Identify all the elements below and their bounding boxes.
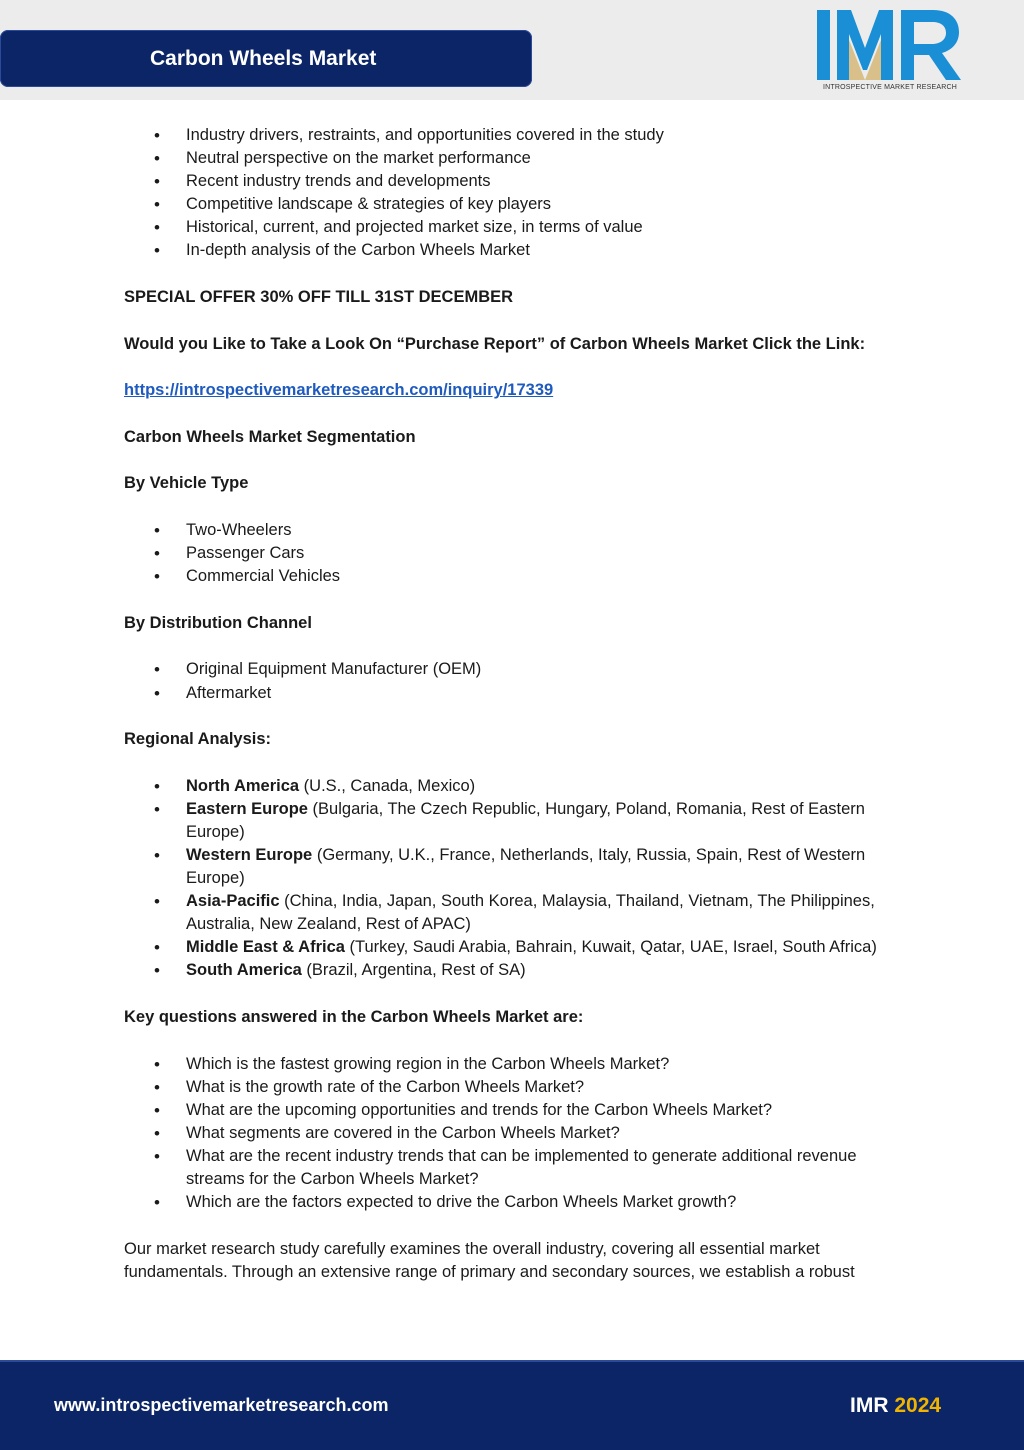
list-item: • Which are the factors expected to drive the Carbon Wheels Market growth? — [124, 1191, 914, 1214]
list-item: • What is the growth rate of the Carbon Wheels Market? — [124, 1076, 914, 1099]
list-item: • Historical, current, and projected market size, in terms of value — [124, 216, 914, 239]
vehicle-type-heading: By Vehicle Type — [124, 474, 249, 493]
list-item: • Competitive landscape & strategies of key players — [124, 193, 914, 216]
region-item — [124, 798, 914, 844]
regional-heading: Regional Analysis: — [124, 730, 272, 749]
document-body — [124, 124, 914, 1284]
footer — [0, 1360, 1024, 1450]
list-item: • Aftermarket — [124, 682, 914, 705]
purchase-prompt: Would you Like to Take a Look On “Purchase Report” of Carbon Wheels Market Click the Link: — [124, 334, 866, 353]
region-name: Asia-Pacific — [186, 892, 280, 911]
list-item: • Which is the fastest growing region in the Carbon Wheels Market? — [124, 1053, 914, 1076]
list-item: • Neutral perspective on the market performance — [124, 147, 914, 170]
imr-logo — [815, 10, 965, 98]
questions-heading: Key questions answered in the Carbon Wheels Market are: — [124, 1008, 584, 1027]
region-item — [124, 775, 914, 798]
list-item: • What are the upcoming opportunities and trends for the Carbon Wheels Market? — [124, 1099, 914, 1122]
region-name: North America — [186, 776, 300, 795]
footer-brand-name: IMR — [850, 1394, 889, 1417]
list-item: • Passenger Cars — [124, 542, 914, 565]
region-name: Western Europe — [186, 845, 313, 864]
closing-paragraph: Our market research study carefully examines the overall industry, covering all essential market fundamentals. Through an extensive range of primary and secondary sources, we establish a robust — [124, 1239, 855, 1281]
region-detail: (U.S., Canada, Mexico) — [299, 776, 476, 795]
list-item: • Original Equipment Manufacturer (OEM) — [124, 658, 914, 681]
footer-url[interactable]: www.introspectivemarketresearch.com — [54, 1395, 389, 1415]
list-item: • What are the recent industry trends that can be implemented to generate additional revenue streams for the Carbon Wheels Market? — [124, 1145, 914, 1191]
region-detail: (Bulgaria, The Czech Republic, Hungary, Poland, Romania, Rest of Eastern Europe) — [186, 799, 865, 841]
region-detail: (Germany, U.K., France, Netherlands, Italy, Russia, Spain, Rest of Western Europe) — [186, 845, 866, 888]
list-item: • Commercial Vehicles — [124, 565, 914, 588]
distribution-heading: By Distribution Channel — [124, 613, 312, 632]
questions-list — [124, 1053, 914, 1215]
region-list — [124, 775, 914, 983]
footer-brand — [850, 1394, 941, 1418]
title-banner — [0, 30, 532, 87]
region-item — [124, 844, 914, 890]
region-item — [124, 959, 914, 982]
region-detail: (China, India, Japan, South Korea, Malaysia, Thailand, Vietnam, The Philippines, Australia, New Zealand, Rest of APAC) — [186, 892, 875, 934]
vehicle-type-list — [124, 519, 914, 588]
region-detail: (Turkey, Saudi Arabia, Bahrain, Kuwait, Qatar, UAE, Israel, South Africa) — [344, 938, 877, 957]
segmentation-heading: Carbon Wheels Market Segmentation — [124, 427, 416, 446]
intro-bullet-list — [124, 124, 914, 263]
region-name: Eastern Europe — [186, 799, 308, 818]
imr-logo-icon — [815, 10, 965, 82]
region-detail: (Brazil, Argentina, Rest of SA) — [301, 961, 526, 980]
region-item — [124, 890, 914, 936]
special-offer: SPECIAL OFFER 30% OFF TILL 31ST DECEMBER — [124, 288, 514, 307]
list-item: • Industry drivers, restraints, and opportunities covered in the study — [124, 124, 914, 147]
purchase-link[interactable]: https://introspectivemarketresearch.com/inquiry/17339 — [124, 381, 554, 400]
page-title: Carbon Wheels Market — [150, 46, 377, 70]
list-item: • Two-Wheelers — [124, 519, 914, 542]
footer-year: 2024 — [894, 1394, 942, 1417]
list-item: • Recent industry trends and developments — [124, 170, 914, 193]
list-item: • What segments are covered in the Carbon Wheels Market? — [124, 1122, 914, 1145]
region-name: South America — [186, 961, 302, 980]
list-item: • In-depth analysis of the Carbon Wheels Market — [124, 239, 914, 262]
distribution-list — [124, 658, 914, 704]
logo-caption: INTROSPECTIVE MARKET RESEARCH — [822, 84, 958, 91]
region-item — [124, 936, 914, 959]
region-name: Middle East & Africa — [186, 938, 345, 957]
